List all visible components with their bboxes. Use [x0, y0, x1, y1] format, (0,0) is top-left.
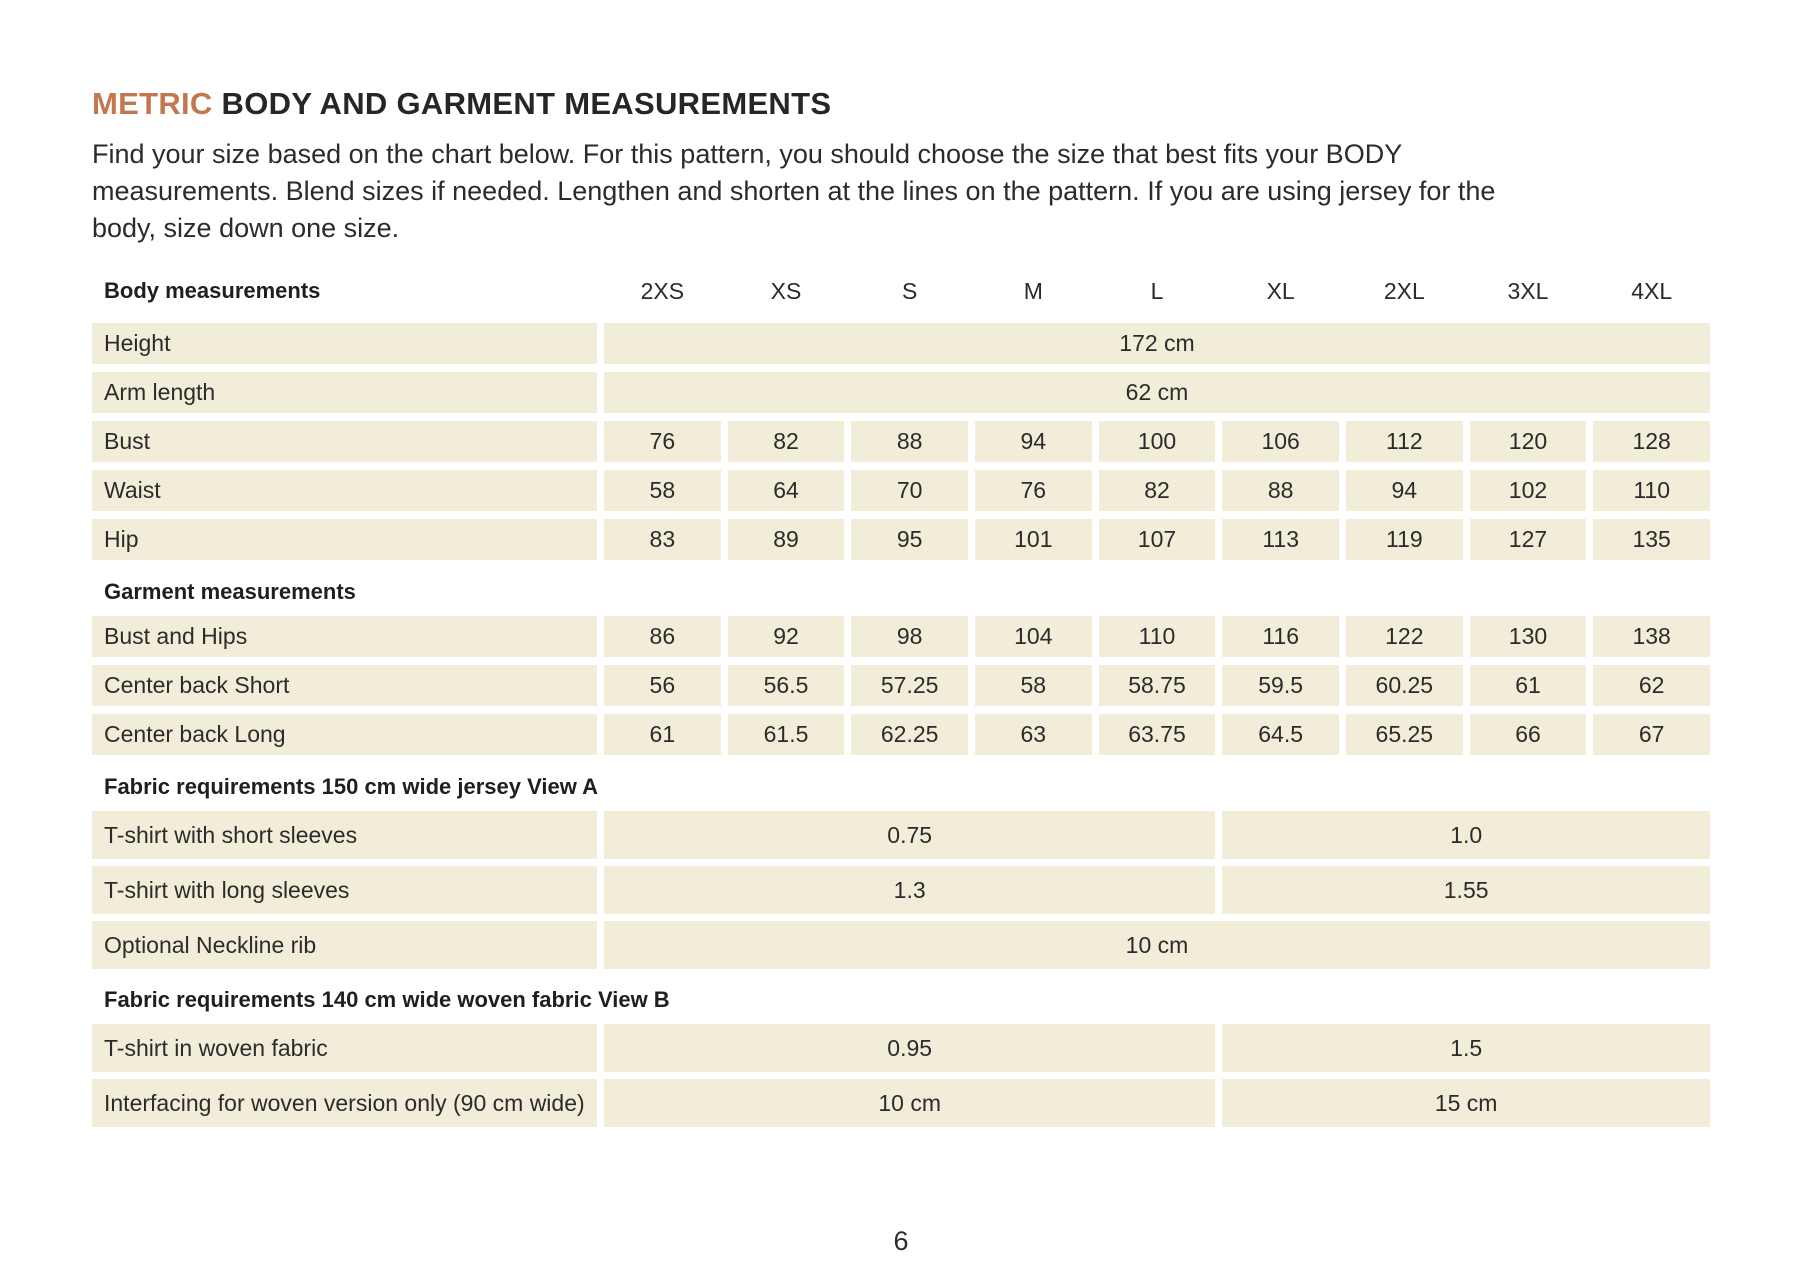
measurement-cell: 119	[1346, 519, 1463, 560]
measurement-cell: 61	[1470, 665, 1587, 706]
measurement-cell: 88	[1222, 470, 1339, 511]
measurement-cell: 58	[604, 470, 721, 511]
measurement-cell: 135	[1593, 519, 1710, 560]
measurement-cell: 10 cm	[604, 921, 1710, 969]
row-values	[604, 519, 1710, 560]
intro-line: measurements. Blend sizes if needed. Lengthen and shorten at the lines on the pattern. If you are using jersey for the	[92, 176, 1496, 206]
measurement-cell: 0.75	[604, 811, 1215, 859]
measurement-cell: 92	[728, 616, 845, 657]
intro-line: Find your size based on the chart below. For this pattern, you should choose the size that best fits your BODY	[92, 139, 1403, 169]
row-label: Center back Short	[92, 665, 597, 706]
row-label: T-shirt with long sleeves	[92, 866, 597, 914]
measurement-cell: 95	[851, 519, 968, 560]
measurement-cell: 100	[1099, 421, 1216, 462]
table-row	[92, 921, 1710, 969]
measurement-cell: 102	[1470, 470, 1587, 511]
measurement-cell: 61	[604, 714, 721, 755]
measurement-cell: 127	[1470, 519, 1587, 560]
measurement-cell: 107	[1099, 519, 1216, 560]
measurement-cell: 110	[1593, 470, 1710, 511]
row-label: Waist	[92, 470, 597, 511]
measurement-cell: 98	[851, 616, 968, 657]
size-column-header: XS	[770, 277, 802, 304]
section-header: Fabric requirements 140 cm wide woven fabric View B	[104, 987, 670, 1012]
size-column-header: L	[1150, 277, 1164, 304]
body-measurements-header: Body measurements	[104, 278, 321, 303]
section-header: Fabric requirements 150 cm wide jersey View A	[104, 774, 599, 799]
table-row	[92, 323, 1710, 364]
row-values	[604, 921, 1710, 969]
measurement-cell: 101	[975, 519, 1092, 560]
table-row	[92, 519, 1710, 560]
measurement-cell: 113	[1222, 519, 1339, 560]
row-label: Optional Neckline rib	[92, 921, 597, 969]
measurement-cell: 138	[1593, 616, 1710, 657]
measurement-cell: 64	[728, 470, 845, 511]
row-label: T-shirt with short sleeves	[92, 811, 597, 859]
size-column-header: 3XL	[1507, 277, 1549, 304]
measurement-cell: 56	[604, 665, 721, 706]
measurement-cell: 67	[1593, 714, 1710, 755]
measurement-cell: 86	[604, 616, 721, 657]
measurement-cell: 15 cm	[1222, 1079, 1710, 1127]
measurement-cell: 62	[1593, 665, 1710, 706]
table-row	[92, 1024, 1710, 1072]
measurement-cell: 82	[1099, 470, 1216, 511]
measurement-cell: 94	[975, 421, 1092, 462]
size-header-values	[604, 271, 1710, 311]
measurement-cell: 61.5	[728, 714, 845, 755]
measurement-cell: 63.75	[1099, 714, 1216, 755]
row-label: Center back Long	[92, 714, 597, 755]
measurement-cell: 104	[975, 616, 1092, 657]
size-header-row	[92, 271, 1710, 311]
measurement-cell: 0.95	[604, 1024, 1215, 1072]
table-row	[92, 421, 1710, 462]
table-row	[92, 616, 1710, 657]
row-values	[604, 665, 1710, 706]
row-label: Bust	[92, 421, 597, 462]
measurement-cell: 10 cm	[604, 1079, 1215, 1127]
row-values	[604, 866, 1710, 914]
measurement-cell: 89	[728, 519, 845, 560]
page-number: 6	[893, 1226, 909, 1256]
table-row	[92, 866, 1710, 914]
measurement-cell: 57.25	[851, 665, 968, 706]
measurement-cell: 66	[1470, 714, 1587, 755]
measurement-cell: 88	[851, 421, 968, 462]
measurement-cell: 172 cm	[604, 323, 1710, 364]
size-column-header: 4XL	[1631, 277, 1673, 304]
size-column-header: XL	[1266, 277, 1295, 304]
measurement-cell: 76	[604, 421, 721, 462]
section-header: Garment measurements	[104, 579, 356, 604]
row-values	[604, 616, 1710, 657]
measurement-cell: 1.5	[1222, 1024, 1710, 1072]
measurement-cell: 63	[975, 714, 1092, 755]
row-label: Arm length	[92, 372, 597, 413]
intro-line: body, size down one size.	[92, 213, 400, 243]
measurement-cell: 64.5	[1222, 714, 1339, 755]
measurement-cell: 1.3	[604, 866, 1215, 914]
size-column-header: 2XL	[1383, 277, 1425, 304]
measurement-cell: 130	[1470, 616, 1587, 657]
row-label: Height	[92, 323, 597, 364]
measurement-cell: 106	[1222, 421, 1339, 462]
measurement-cell: 116	[1222, 616, 1339, 657]
measurement-cell: 56.5	[728, 665, 845, 706]
measurement-cell: 83	[604, 519, 721, 560]
table-row	[92, 470, 1710, 511]
measurement-cell: 1.55	[1222, 866, 1710, 914]
page-title	[92, 84, 1710, 124]
table-row	[92, 372, 1710, 413]
measurement-cell: 1.0	[1222, 811, 1710, 859]
measurement-cell: 70	[851, 470, 968, 511]
table-row	[92, 811, 1710, 859]
table-row	[92, 1079, 1710, 1127]
measurement-cell: 58.75	[1099, 665, 1216, 706]
size-column-header: M	[1023, 277, 1043, 304]
measurement-cell: 120	[1470, 421, 1587, 462]
row-values	[604, 811, 1710, 859]
title-rest: BODY AND GARMENT MEASUREMENTS	[212, 86, 832, 121]
measurement-cell: 58	[975, 665, 1092, 706]
document-page	[92, 84, 1710, 1134]
measurement-cell: 82	[728, 421, 845, 462]
measurement-cell: 112	[1346, 421, 1463, 462]
row-label: T-shirt in woven fabric	[92, 1024, 597, 1072]
table-row	[92, 714, 1710, 755]
measurement-table	[92, 271, 1710, 1127]
size-column-header: S	[901, 277, 918, 304]
measurement-cell: 60.25	[1346, 665, 1463, 706]
measurement-cell: 94	[1346, 470, 1463, 511]
measurement-cell: 62.25	[851, 714, 968, 755]
row-values	[604, 372, 1710, 413]
row-label: Bust and Hips	[92, 616, 597, 657]
measurement-cell: 110	[1099, 616, 1216, 657]
row-label: Interfacing for woven version only (90 cm wide)	[92, 1079, 597, 1127]
measurement-cell: 122	[1346, 616, 1463, 657]
intro-paragraph	[92, 136, 1710, 247]
table-row	[92, 665, 1710, 706]
measurement-cell: 65.25	[1346, 714, 1463, 755]
row-values	[604, 714, 1710, 755]
title-accent: METRIC	[92, 86, 213, 121]
row-values	[604, 421, 1710, 462]
row-values	[604, 1024, 1710, 1072]
row-values	[604, 470, 1710, 511]
measurement-cell: 62 cm	[604, 372, 1710, 413]
measurement-cell: 76	[975, 470, 1092, 511]
measurement-cell: 128	[1593, 421, 1710, 462]
measurement-cell: 59.5	[1222, 665, 1339, 706]
row-values	[604, 1079, 1710, 1127]
row-values	[604, 323, 1710, 364]
size-column-header: 2XS	[640, 277, 685, 304]
row-label: Hip	[92, 519, 597, 560]
